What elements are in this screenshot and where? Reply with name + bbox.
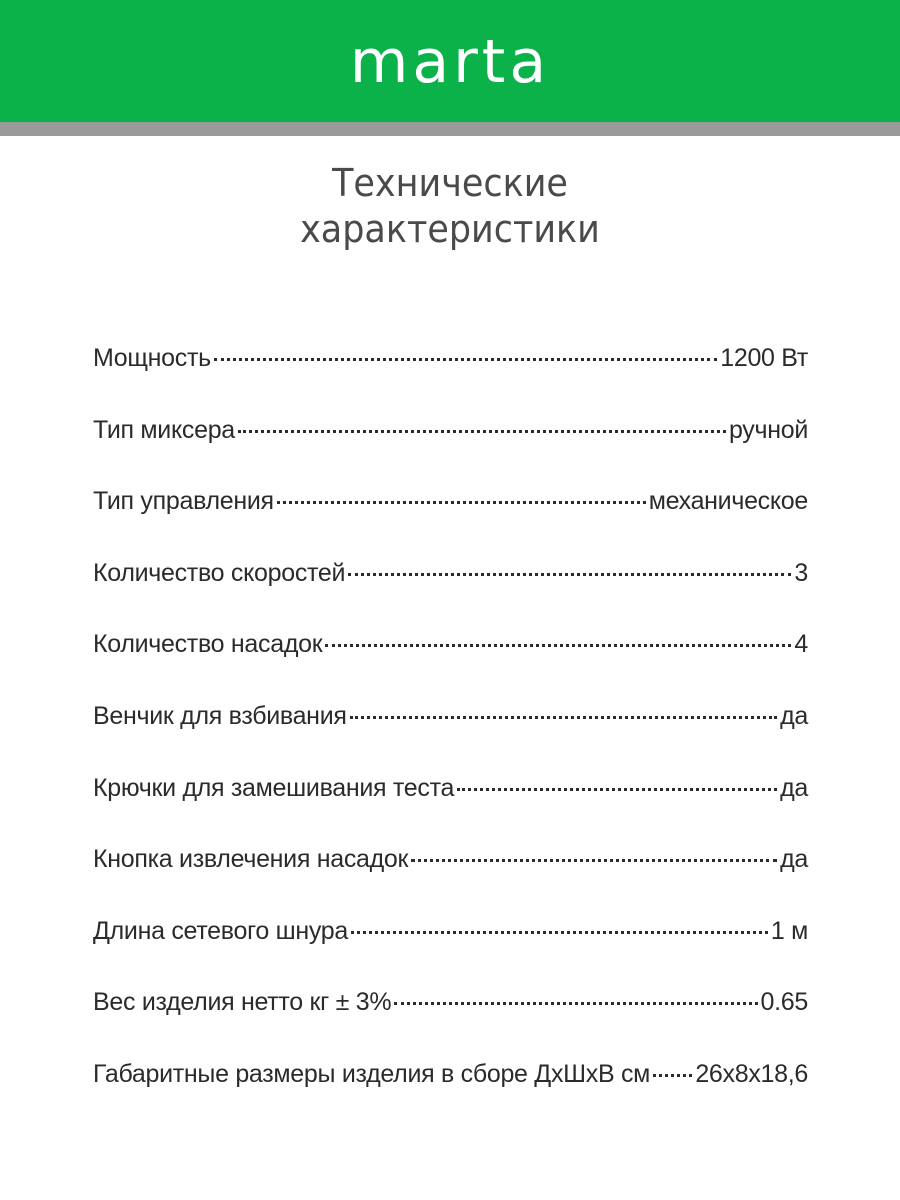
dot-leader <box>351 931 768 934</box>
dot-leader <box>238 430 726 433</box>
spec-value: да <box>780 845 808 874</box>
spec-label: Венчик для взбивания <box>93 701 347 730</box>
dot-leader <box>394 1002 757 1005</box>
spec-row-dimensions <box>93 1046 808 1118</box>
specifications-list <box>93 330 808 1118</box>
spec-label: Крючки для замешивания теста <box>93 773 455 802</box>
spec-row-net-weight <box>93 974 808 1046</box>
spec-value: механическое <box>648 487 808 516</box>
spec-row-whisk <box>93 688 808 760</box>
spec-value: 4 <box>794 630 808 659</box>
spec-value: да <box>780 773 808 802</box>
spec-value: ручной <box>728 415 808 444</box>
spec-label: Габаритные размеры изделия в сборе ДхШхВ см <box>93 1059 651 1088</box>
spec-row-eject-button <box>93 831 808 903</box>
spec-label: Тип управления <box>93 487 274 516</box>
spec-row-attachment-count <box>93 616 808 688</box>
spec-label: Мощность <box>93 344 211 372</box>
spec-value: 0.65 <box>760 988 808 1017</box>
spec-value: 1 м <box>770 916 808 945</box>
spec-label: Вес изделия нетто кг ± 3% <box>93 988 392 1017</box>
dot-leader <box>277 501 646 504</box>
dot-leader <box>457 788 777 791</box>
spec-row-control-type <box>93 473 808 545</box>
spec-value: да <box>780 701 808 730</box>
spec-label: Количество насадок <box>93 630 323 659</box>
spec-label: Тип миксера <box>93 415 235 444</box>
dot-leader <box>325 644 791 647</box>
page-title-line-1: Технические <box>332 161 568 205</box>
spec-value: 1200 Вт <box>720 344 808 372</box>
spec-value: 26х8х18,6 <box>695 1059 808 1088</box>
spec-row-cord-length <box>93 903 808 975</box>
header-divider-stripe <box>0 122 900 136</box>
spec-row-speed-count <box>93 545 808 617</box>
dot-leader <box>350 716 777 719</box>
dot-leader <box>411 859 777 862</box>
page-title-line-2: характеристики <box>300 207 600 251</box>
page-title <box>36 160 864 252</box>
spec-label: Количество скоростей <box>93 558 346 587</box>
spec-row-power <box>93 330 808 402</box>
spec-label: Длина сетевого шнура <box>93 916 348 945</box>
spec-label: Кнопка извлечения насадок <box>93 845 409 874</box>
spec-value: 3 <box>794 558 808 587</box>
brand-header <box>0 0 900 122</box>
dot-leader <box>348 573 791 576</box>
dot-leader <box>214 358 717 361</box>
marta-logo: marta <box>349 27 551 97</box>
spec-row-mixer-type <box>93 402 808 474</box>
dot-leader <box>653 1074 692 1077</box>
spec-row-dough-hooks <box>93 760 808 832</box>
